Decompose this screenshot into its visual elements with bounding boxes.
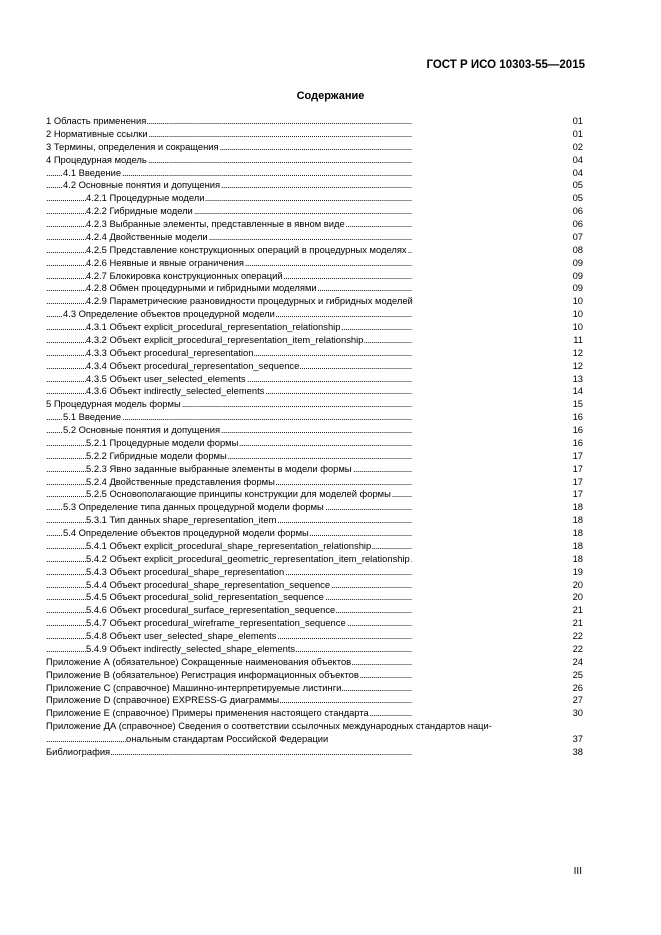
toc-entry-title: 5.4.5 Объект procedural_solid_representation_sequence (86, 591, 324, 603)
toc-entry[interactable] (46, 167, 583, 180)
toc-entry[interactable] (46, 630, 583, 643)
toc-entry-title: 4.2.1 Процедурные модели (86, 192, 205, 204)
toc-entry[interactable] (46, 205, 583, 218)
toc-entry[interactable] (46, 128, 583, 141)
toc-entry[interactable] (46, 591, 583, 604)
toc-entry[interactable] (46, 154, 583, 167)
toc-entry-page: 18 (572, 501, 583, 513)
toc-entry[interactable] (46, 270, 583, 283)
toc-entry[interactable] (46, 411, 583, 424)
toc-entry[interactable] (46, 437, 583, 450)
toc-entry-title: 5.3.1 Тип данных shape_representation_item (86, 514, 277, 526)
toc-entry-page: 21 (572, 604, 583, 616)
toc-entry-title: Приложение D (справочное) EXPRESS-G диаграммы (46, 694, 280, 706)
toc-entry[interactable] (46, 450, 583, 463)
toc-entry-page: 06 (572, 205, 583, 217)
toc-entry-title: 4.2.3 Выбранные элементы, представленные в явном виде (86, 218, 345, 229)
toc-entry[interactable] (46, 669, 583, 682)
toc-entry-title: 5.2 Основные понятия и допущения (63, 424, 221, 435)
toc-entry-page: 26 (572, 681, 583, 693)
toc-entry-page: 20 (572, 591, 583, 603)
toc-entry-title: 4.3.5 Объект user_selected_elements (86, 372, 246, 384)
toc-entry-title: Библиография (46, 745, 111, 757)
toc-entry-title: 4.2.2 Гибридные модели (86, 205, 193, 217)
toc-entry-page: 06 (572, 218, 583, 229)
toc-entry[interactable] (46, 360, 583, 373)
toc-entry[interactable] (46, 463, 583, 476)
toc-entry-page: 13 (572, 372, 583, 384)
toc-entry-page: 27 (572, 694, 583, 706)
toc-entry[interactable] (46, 682, 583, 695)
toc-entry-title: 4.3.2 Объект explicit_procedural_representation_item_relationship (86, 333, 364, 345)
toc-entry-page: 04 (572, 153, 583, 165)
toc-entry[interactable] (46, 514, 583, 527)
toc-entry-page: 18 (572, 552, 583, 564)
page-number: III (573, 866, 582, 877)
toc-entry-page: 16 (572, 424, 583, 435)
toc-entry[interactable] (46, 308, 583, 321)
toc-entry-title: 5.2.1 Процедурные модели формы (86, 436, 239, 448)
toc-entry[interactable] (46, 488, 583, 501)
toc-entry[interactable] (46, 385, 583, 398)
toc-entry-page: 07 (572, 230, 583, 242)
toc-entry-title: 4.2 Основные понятия и допущения (63, 179, 221, 191)
toc-entry-page: 01 (572, 115, 583, 126)
toc-entry[interactable] (46, 707, 583, 720)
toc-entry-title: 5.2.2 Гибридные модели формы (86, 449, 227, 461)
toc-entry-title: Приложение С (справочное) Машинно-интерпретируемые листинги (46, 681, 342, 693)
toc-entry-title: 5.4.1 Объект explicit_procedural_shape_representation_relationship (86, 539, 372, 551)
toc-entry[interactable] (46, 617, 583, 630)
toc-entry-page: 19 (572, 565, 583, 577)
toc-entry[interactable] (46, 476, 583, 489)
toc-entry-title: 4.2.5 Представление конструкционных операций в процедурных моделях (86, 243, 407, 255)
toc-entry-title: 1 Область применения (46, 115, 147, 126)
toc-entry-page: 16 (572, 436, 583, 448)
toc-entry-page: 02 (572, 140, 583, 152)
toc-entry-title: 4.3.4 Объект procedural_representation_sequence (86, 359, 300, 371)
toc-entry-page: 16 (572, 411, 583, 423)
toc-entry-title: 4.3 Определение объектов процедурной модели (63, 308, 275, 320)
toc-entry-title: 5.4.7 Объект procedural_wireframe_representation_sequence (86, 617, 346, 629)
toc-entry[interactable] (46, 694, 583, 707)
toc-entry-page: 10 (572, 321, 583, 332)
toc-entry-page: 10 (572, 308, 583, 320)
toc-entry[interactable] (46, 501, 583, 514)
toc-entry[interactable] (46, 553, 583, 566)
toc-entry[interactable] (46, 257, 583, 270)
toc-entry-title: Приложение В (обязательное) Регистрация информационных объектов (46, 668, 359, 680)
toc-entry[interactable] (46, 192, 583, 205)
toc-entry[interactable] (46, 218, 583, 231)
toc-entry-page: 04 (572, 166, 583, 178)
toc-entry-title-continued: ональным стандартам Российской Федерации (126, 733, 329, 744)
toc-entry-page: 09 (572, 269, 583, 281)
toc-entry-title: 5.2.4 Двойственные представления формы (86, 475, 275, 487)
toc-entry[interactable] (46, 746, 583, 759)
toc-entry-page: 14 (572, 385, 583, 397)
toc-entry-page: 09 (572, 282, 583, 294)
toc-title: Содержание (296, 90, 365, 102)
toc-entry-page: 05 (572, 192, 583, 204)
toc-entry-page: 17 (572, 475, 583, 487)
toc-entry[interactable] (46, 373, 583, 386)
toc-entry-page: 22 (572, 630, 583, 641)
toc-entry-page: 21 (572, 617, 583, 629)
toc-entry[interactable] (46, 398, 583, 411)
toc-entry-title: 4.2.8 Обмен процедурными и гибридными моделями (86, 282, 317, 294)
toc-entry[interactable] (46, 527, 583, 540)
toc-entry-page: 17 (572, 488, 583, 500)
toc-entry-page: 17 (572, 449, 583, 461)
toc-entry-page: 08 (572, 243, 583, 255)
toc-entry[interactable] (46, 424, 583, 437)
toc-entry-page: 18 (572, 527, 583, 538)
toc-entry[interactable] (46, 604, 583, 617)
toc-entry-title: 4.1 Введение (63, 166, 122, 178)
toc-entry-title: 4.2.9 Параметрические разновидности процедурных и гибридных моделей (86, 295, 413, 307)
toc-entry[interactable] (46, 295, 583, 308)
toc-entry-title: 4.2.7 Блокировка конструкционных операций (86, 269, 283, 281)
toc-entry-page: 12 (572, 346, 583, 358)
toc-entry-page: 10 (572, 295, 583, 307)
toc-entry[interactable] (46, 643, 583, 656)
toc-entry-page: 05 (572, 179, 583, 191)
toc-entry[interactable] (46, 656, 583, 669)
document-header: ГОСТ Р ИСО 10303-55—2015 (426, 59, 585, 71)
toc-entry[interactable] (46, 141, 583, 154)
toc-entry-title: 5.4.2 Объект explicit_procedural_geometric_representation_item_relationship (86, 552, 410, 564)
toc-entry-page: 12 (572, 359, 583, 371)
toc-entry-page: 15 (572, 398, 583, 410)
toc-entry-title: 5.2.3 Явно заданные выбранные элементы в модели формы (86, 462, 352, 474)
toc-entry-title: 5.4 Определение объектов процедурной модели формы (63, 527, 309, 538)
toc-entry-title: Приложение Е (справочное) Примеры применения настоящего стандарта (46, 707, 369, 719)
toc-entry-title: 5.2.5 Основополагающие принципы конструкции для моделей формы (86, 488, 391, 500)
toc-entry-title: 5.1 Введение (63, 411, 122, 423)
toc-entry[interactable] (46, 115, 583, 128)
toc-entry[interactable] (46, 566, 583, 579)
toc-entry-page: 09 (572, 256, 583, 268)
toc-entry-title: Приложение ДА (справочное) Сведения о соответствии ссылочных международных стандартов наци- (46, 720, 492, 732)
toc-entry[interactable] (46, 321, 583, 334)
toc-entry-title: 4.3.3 Объект procedural_representation (86, 346, 254, 358)
toc-entry-title: 4.3.6 Объект indirectly_selected_elements (86, 385, 265, 397)
toc-entry-page: 17 (572, 462, 583, 474)
toc-entry[interactable] (46, 334, 583, 347)
toc-entry-page: 30 (572, 707, 583, 719)
table-of-contents (46, 115, 583, 759)
toc-entry-page: 25 (572, 668, 583, 680)
toc-entry-page: 24 (572, 655, 583, 667)
toc-entry-page: 18 (572, 514, 583, 526)
toc-entry-title: 5.4.4 Объект procedural_shape_representation_sequence (86, 578, 331, 590)
toc-entry-title: 5.4.9 Объект indirectly_selected_shape_elements (86, 642, 296, 654)
toc-entry-page: 11 (573, 333, 583, 345)
toc-entry-title: 4.2.6 Неявные и явные ограничения (86, 256, 244, 268)
toc-entry[interactable] (46, 540, 583, 553)
toc-entry[interactable] (46, 720, 583, 746)
toc-entry-title: 5.4.3 Объект procedural_shape_representation (86, 565, 285, 577)
toc-entry-page: 18 (572, 539, 583, 551)
toc-entry-title: 3 Термины, определения и сокращения (46, 140, 219, 152)
toc-entry-title: 4 Процедурная модель (46, 153, 147, 165)
toc-entry[interactable] (46, 347, 583, 360)
toc-entry-title: 4.2.4 Двойственные модели (86, 230, 208, 242)
toc-entry[interactable] (46, 231, 583, 244)
toc-entry[interactable] (46, 579, 583, 592)
toc-entry-title: Приложение А (обязательное) Сокращенные наименования объектов (46, 655, 352, 667)
toc-entry-title: 5.3 Определение типа данных процедурной модели формы (63, 501, 324, 513)
toc-entry-page: 22 (572, 642, 583, 654)
toc-entry-title: 5.4.6 Объект procedural_surface_representation_sequence (86, 604, 336, 616)
toc-entry-page: 38 (572, 745, 583, 757)
toc-entry[interactable] (46, 179, 583, 192)
toc-entry-page: 01 (572, 127, 583, 139)
toc-entry[interactable] (46, 244, 583, 257)
toc-entry-title: 5 Процедурная модель формы (46, 398, 181, 410)
toc-entry[interactable] (46, 282, 583, 295)
toc-entry-title: 4.3.1 Объект explicit_procedural_representation_relationship (86, 321, 341, 332)
toc-entry-page: 20 (572, 578, 583, 590)
toc-entry-title: 5.4.8 Объект user_selected_shape_elements (86, 630, 277, 641)
toc-entry-title: 2 Нормативные ссылки (46, 127, 148, 139)
toc-entry-page: 37 (572, 733, 583, 744)
